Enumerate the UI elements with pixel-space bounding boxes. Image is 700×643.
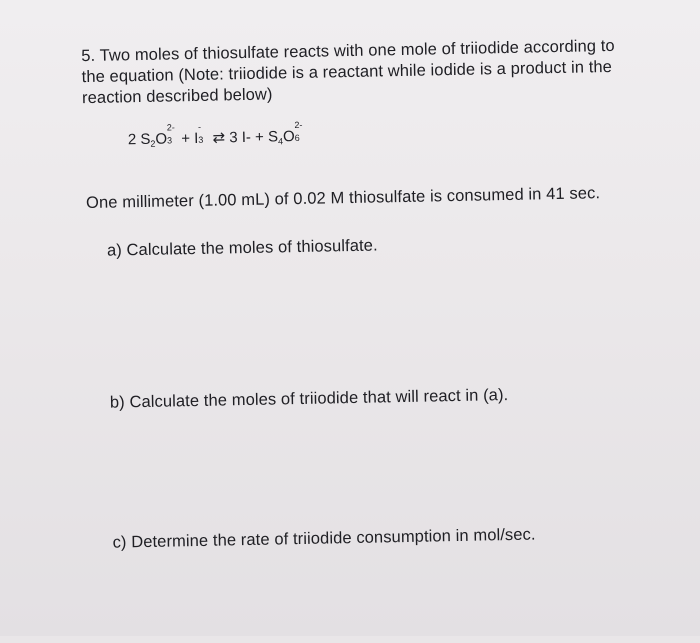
equation-tetrathionate-charge: 2-	[294, 119, 303, 131]
equation-products: 3 I- + S	[229, 128, 279, 147]
equation-o: O	[155, 130, 168, 148]
equation-thiosulfate-charge: 2-	[166, 122, 175, 133]
equation-s4-subscript: 4	[278, 136, 284, 147]
equation-o-subscript: 3	[167, 135, 173, 146]
equation-o2: O	[282, 128, 295, 146]
equation-triiodide: + I	[176, 129, 199, 148]
question-intro-line-3: reaction described below)	[81, 85, 273, 108]
equation-s-subscript: 2	[150, 138, 156, 149]
equation-thiosulfate-s: 2 S	[127, 130, 151, 149]
question-intro-line-1: 5. Two moles of thiosulfate reacts with one mole of triiodide according to	[81, 36, 615, 66]
equation-triiodide-subscript: 3	[198, 134, 204, 145]
equilibrium-arrow: ⇄	[208, 129, 230, 147]
part-a-prompt: a) Calculate the moles of thiosulfate.	[106, 236, 378, 260]
equation-triiodide-charge: -	[198, 121, 202, 132]
chemical-equation	[127, 119, 305, 149]
equation-o6-subscript: 6	[294, 132, 300, 144]
part-b-prompt: b) Calculate the moles of triiodide that will react in (a).	[109, 385, 509, 412]
problem-statement: One millimeter (1.00 mL) of 0.02 M thiosulfate is consumed in 41 sec.	[85, 184, 601, 213]
part-c-prompt: c) Determine the rate of triiodide consumption in mol/sec.	[112, 525, 536, 552]
question-intro-line-2: the equation (Note: triiodide is a reactant while iodide is a product in the	[81, 57, 613, 87]
